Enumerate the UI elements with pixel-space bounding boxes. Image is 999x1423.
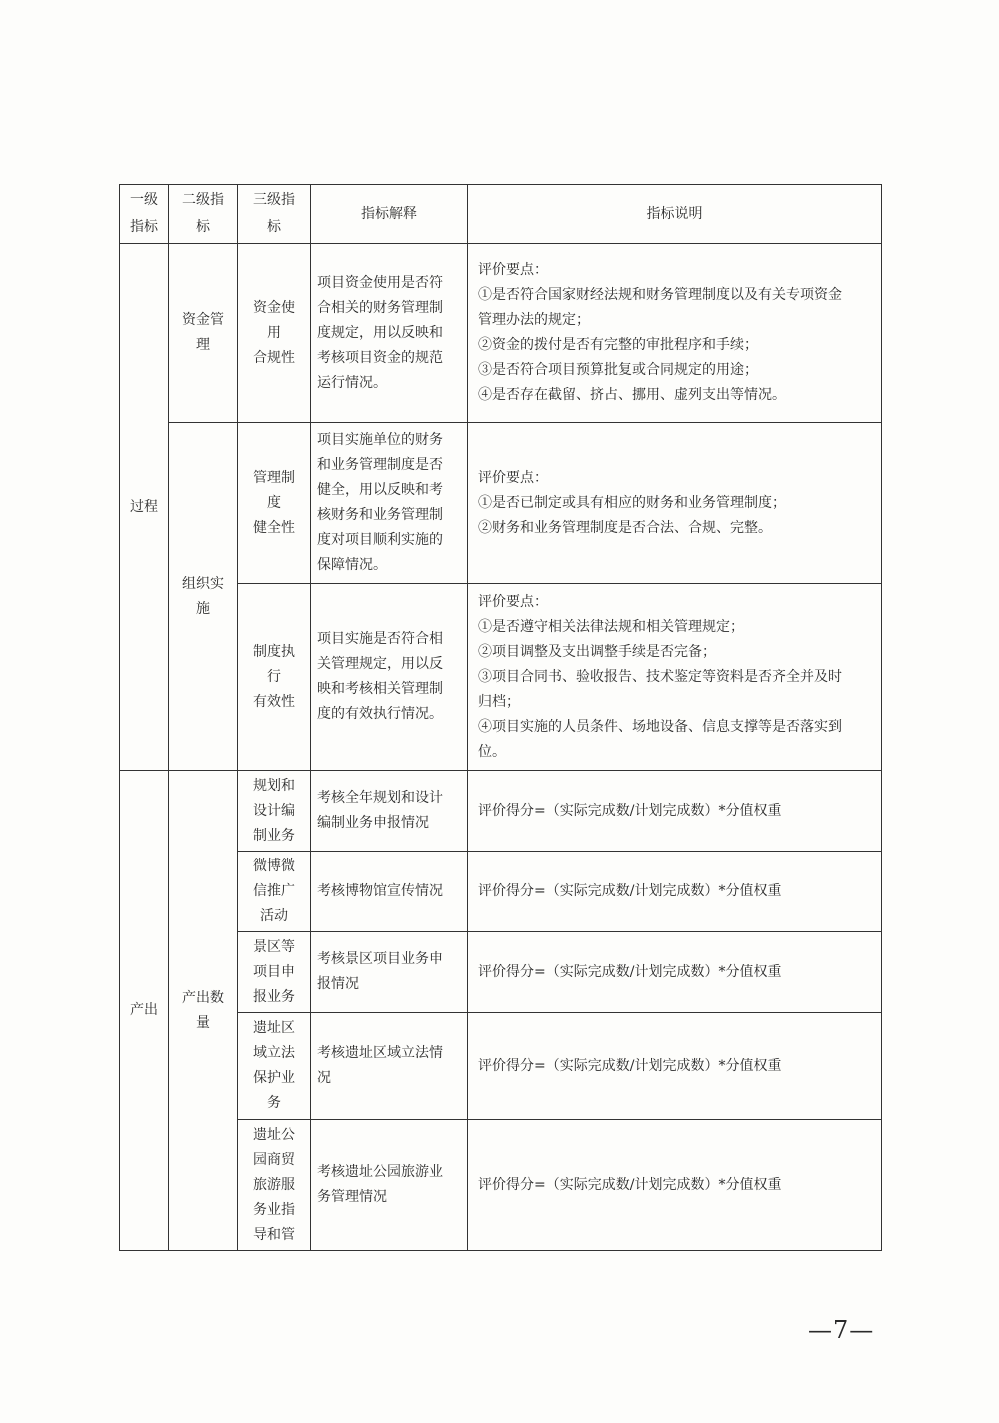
explanation-cell: 项目资金使用是否符 合相关的财务管理制 度规定，用以反映和 考核项目资金的规范 运行情况。 [311,244,468,423]
description-cell: 评价得分=（实际完成数/计划完成数）*分值权重 [468,1120,882,1251]
table-row [120,771,882,852]
level3-cell: 微博微 信推广 活动 [238,852,311,932]
description-cell: 评价得分=（实际完成数/计划完成数）*分值权重 [468,932,882,1013]
description-cell: 评价得分=（实际完成数/计划完成数）*分值权重 [468,852,882,932]
header-explanation: 指标解释 [311,185,468,244]
header-description: 指标说明 [468,185,882,244]
table-row [120,423,882,584]
header-level3: 三级指 标 [238,185,311,244]
table-header-row [120,185,882,244]
description-cell: 评价得分=（实际完成数/计划完成数）*分值权重 [468,771,882,852]
level2-output-quantity: 产出数 量 [169,771,238,1251]
header-level2: 二级指 标 [169,185,238,244]
description-cell: 评价要点： ①是否遵守相关法律法规和相关管理规定； ②项目调整及支出调整手续是否完备； ③项目合同书、验收报告、技术鉴定等资料是否齐全并及时 归档； ④项目实施的人员条件、场地设备、信息支撑等是否落实到 位。 [468,584,882,771]
level3-cell: 景区等 项目申 报业务 [238,932,311,1013]
explanation-cell: 考核遗址公园旅游业 务管理情况 [311,1120,468,1251]
level3-cell: 遗址公 园商贸 旅游服 务业指 导和管 [238,1120,311,1251]
level1-process: 过程 [120,244,169,771]
level3-cell: 管理制 度 健全性 [238,423,311,584]
header-level1: 一级 指标 [120,185,169,244]
level1-output: 产出 [120,771,169,1251]
explanation-cell: 考核遗址区域立法情 况 [311,1013,468,1120]
explanation-cell: 考核全年规划和设计 编制业务申报情况 [311,771,468,852]
description-cell: 评价得分=（实际完成数/计划完成数）*分值权重 [468,1013,882,1120]
description-cell: 评价要点： ①是否符合国家财经法规和财务管理制度以及有关专项资金 管理办法的规定； ②资金的拨付是否有完整的审批程序和手续； ③是否符合项目预算批复或合同规定的用途； ④是否存在截留、挤占、挪用、虚列支出等情况。 [468,244,882,423]
description-cell: 评价要点： ①是否已制定或具有相应的财务和业务管理制度； ②财务和业务管理制度是否合法、合规、完整。 [468,423,882,584]
table-row [120,244,882,423]
level3-cell: 制度执 行 有效性 [238,584,311,771]
level2-org-implementation: 组织实 施 [169,423,238,771]
level2-fund-management: 资金管 理 [169,244,238,423]
level3-cell: 资金使 用 合规性 [238,244,311,423]
indicator-table [119,184,882,1251]
explanation-cell: 项目实施单位的财务 和业务管理制度是否 健全，用以反映和考 核财务和业务管理制 度对项目顺利实施的 保障情况。 [311,423,468,584]
page-number: —7— [808,1316,875,1344]
explanation-cell: 考核博物馆宣传情况 [311,852,468,932]
explanation-cell: 项目实施是否符合相 关管理规定，用以反 映和考核相关管理制 度的有效执行情况。 [311,584,468,771]
explanation-cell: 考核景区项目业务申 报情况 [311,932,468,1013]
level3-cell: 规划和 设计编 制业务 [238,771,311,852]
level3-cell: 遗址区 域立法 保护业 务 [238,1013,311,1120]
